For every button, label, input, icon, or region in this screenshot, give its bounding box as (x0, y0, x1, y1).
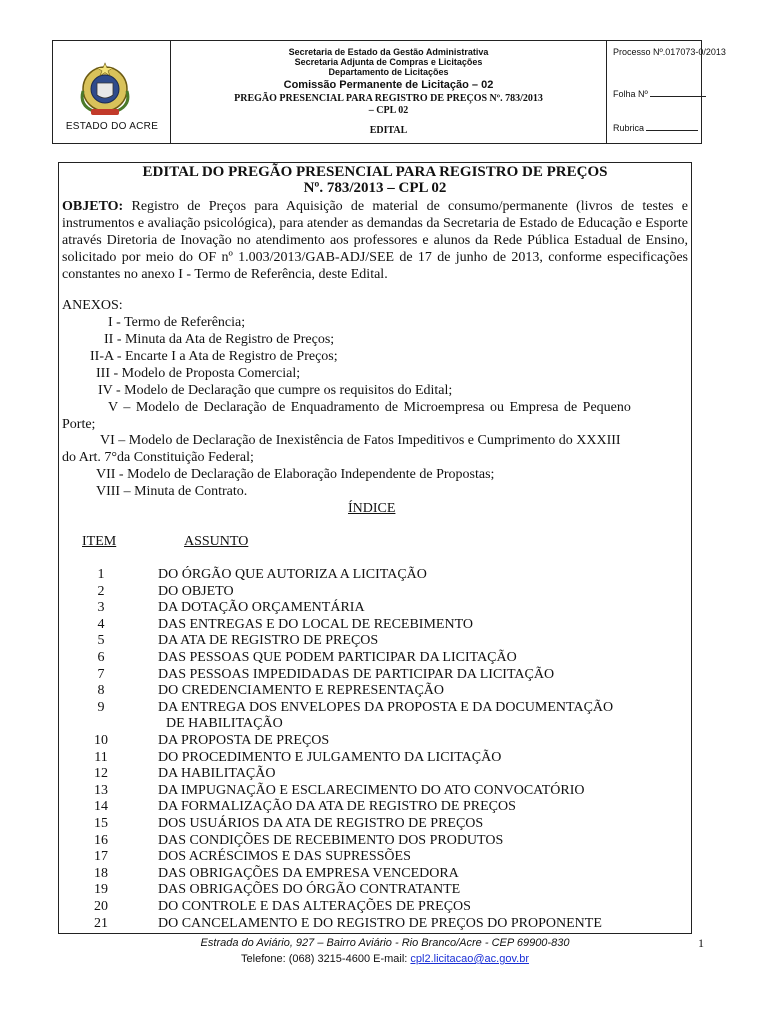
folha-field (613, 87, 706, 99)
indice-item-number: 18 (94, 865, 108, 881)
rubrica-label: Rubrica (613, 123, 645, 133)
state-label: ESTADO DO ACRE (65, 121, 159, 132)
indice-item-number: 10 (94, 733, 108, 748)
indice-item-number: 1 (97, 567, 105, 582)
indice-item-subject: DAS PESSOAS QUE PODEM PARTICIPAR DA LICITAÇÃO (158, 650, 517, 665)
header-line-pregao: PREGÃO PRESENCIAL PARA REGISTRO DE PREÇOS Nº. 783/2013 (234, 93, 543, 104)
indice-item-subject: DO CANCELAMENTO E DO REGISTRO DE PREÇOS DO PROPONENTE (158, 915, 602, 931)
anexo-item: II-A - Encarte I a Ata de Registro de Preços; (90, 349, 338, 364)
anexo-item: V – Modelo de Declaração de Enquadramento de Microempresa ou Empresa de Pequeno (108, 400, 631, 415)
indice-col-assunto: ASSUNTO (184, 534, 249, 549)
state-coat-of-arms-icon (77, 61, 133, 121)
anexo-item: VII - Modelo de Declaração de Elaboração Independente de Propostas; (96, 467, 495, 482)
indice-item-number: 8 (97, 683, 105, 699)
doc-title-line1: EDITAL DO PREGÃO PRESENCIAL PARA REGISTRO DE PREÇOS (142, 164, 608, 180)
rubrica-blank-line (646, 121, 698, 131)
indice-col-item: ITEM (82, 534, 117, 549)
anexo-item: VI – Modelo de Declaração de Inexistência de Fatos Impeditivos e Cumprimento do XXXIII (100, 433, 621, 448)
indice-item-number: 14 (94, 799, 108, 815)
indice-item-subject: DO CREDENCIAMENTO E REPRESENTAÇÃO (158, 683, 445, 699)
indice-item-number: 21 (94, 915, 108, 931)
indice-item-subject: DOS ACRÉSCIMOS E DAS SUPRESSÕES (158, 849, 411, 865)
indice-item-subject: DA FORMALIZAÇÃO DA ATA DE REGISTRO DE PREÇOS (158, 799, 516, 815)
header-line-cpl: – CPL 02 (368, 105, 409, 116)
indice-item-number: 17 (94, 849, 108, 865)
objeto-paragraph (62, 198, 688, 283)
anexos-label: ANEXOS: (62, 298, 123, 313)
indice-item-number: 16 (94, 832, 108, 848)
document-header (52, 40, 726, 144)
indice-item-number: 19 (94, 882, 108, 898)
footer-phone: Telefone: (068) 3215-4600 E-mail: (241, 953, 411, 965)
header-line-secretaria-adjunta: Secretaria Adjunta de Compras e Licitações (294, 57, 483, 67)
indice-item-subject: DA PROPOSTA DE PREÇOS (158, 733, 330, 748)
indice-item-number: 3 (97, 600, 105, 616)
indice-item-number: 12 (94, 766, 108, 782)
indice-item-number: 15 (94, 816, 108, 831)
header-title-cell (171, 41, 607, 143)
footer-address: Estrada do Aviário, 927 – Bairro Aviário - Rio Branco/Acre - CEP 69900-830 (200, 937, 570, 949)
indice-item-subject: DA IMPUGNAÇÃO E ESCLARECIMENTO DO ATO CONVOCATÓRIO (158, 782, 585, 798)
objeto-label: OBJETO: (62, 199, 124, 214)
indice-item-number: 9 (97, 699, 105, 715)
indice-item-subject: DO ÓRGÃO QUE AUTORIZA A LICITAÇÃO (158, 567, 427, 582)
indice-item-number: 11 (94, 749, 108, 765)
indice-item-subject: DA HABILITAÇÃO (158, 766, 276, 782)
indice-item-number: 5 (97, 633, 105, 649)
indice-item-subject: DAS CONDIÇÕES DE RECEBIMENTO DOS PRODUTOS (158, 832, 504, 848)
footer-contact (0, 953, 770, 965)
anexo-item: I - Termo de Referência; (108, 315, 246, 330)
header-line-comissao: Comissão Permanente de Licitação – 02 (283, 79, 494, 91)
anexo-item-continuation: Porte; (62, 417, 96, 432)
processo-number: Processo Nº.017073-0/2013 (613, 47, 726, 57)
indice-item-subject: DO PROCEDIMENTO E JULGAMENTO DA LICITAÇÃO (158, 749, 502, 765)
header-logo-cell (53, 41, 171, 143)
indice-item-subject: DAS OBRIGAÇÕES DA EMPRESA VENCEDORA (158, 865, 459, 881)
indice-item-subject-continuation: DE HABILITAÇÃO (166, 716, 283, 732)
rubrica-field (613, 121, 698, 133)
header-line-edital: EDITAL (369, 125, 408, 136)
indice-item-number: 6 (97, 650, 105, 665)
indice-title: ÍNDICE (348, 501, 396, 516)
page-number: 1 (698, 936, 704, 950)
header-process-cell (607, 41, 726, 143)
anexo-item: IV - Modelo de Declaração que cumpre os requisitos do Edital; (98, 383, 453, 398)
indice-item-subject: DAS OBRIGAÇÕES DO ÓRGÃO CONTRATANTE (158, 882, 461, 898)
indice-item-subject: DAS ENTREGAS E DO LOCAL DE RECEBIMENTO (158, 616, 473, 632)
header-line-departamento: Departamento de Licitações (328, 67, 449, 77)
anexo-item: VIII – Minuta de Contrato. (96, 484, 248, 499)
indice-item-subject: DAS PESSOAS IMPEDIDADAS DE PARTICIPAR DA LICITAÇÃO (158, 666, 555, 682)
indice-item-subject: DA ENTREGA DOS ENVELOPES DA PROPOSTA E DA DOCUMENTAÇÃO (158, 699, 614, 715)
indice-item-number: 20 (94, 899, 108, 914)
indice-item-subject: DO OBJETO (158, 583, 234, 599)
anexo-item-continuation: do Art. 7°da Constituição Federal; (62, 450, 254, 465)
folha-blank-line (650, 87, 706, 97)
objeto-text: Registro de Preços para Aquisição de material de consumo/permanente (livros de testes e instrumentos e avaliação psicológica), para atender as demandas da Secretaria de Estado de Educação e Esporte através Diretoria de Inovação no atendimento aos professores e alunos da Rede Pública Estadual de Ensino, solicitado por meio do OF nº 1.003/2013/GAB-ADJ/SEE de 17 de junho de 2013, conforme especificações constantes no anexo I - Termo de Referência, deste Edital. (62, 199, 688, 282)
indice-item-number: 4 (97, 616, 105, 632)
indice-item-subject: DA ATA DE REGISTRO DE PREÇOS (158, 633, 379, 649)
indice-item-number: 2 (97, 583, 105, 599)
indice-item-subject: DA DOTAÇÃO ORÇAMENTÁRIA (158, 600, 365, 616)
doc-title-line2: Nº. 783/2013 – CPL 02 (303, 180, 447, 196)
footer-email-link[interactable]: cpl2.licitacao@ac.gov.br (410, 953, 529, 965)
folha-label: Folha Nº (613, 89, 648, 99)
indice-item-subject: DO CONTROLE E DAS ALTERAÇÕES DE PREÇOS (158, 899, 471, 914)
anexo-item: III - Modelo de Proposta Comercial; (96, 366, 301, 381)
anexo-item: II - Minuta da Ata de Registro de Preços; (104, 332, 335, 347)
indice-item-number: 13 (94, 782, 108, 798)
indice-item-subject: DOS USUÁRIOS DA ATA DE REGISTRO DE PREÇOS (158, 816, 484, 831)
header-line-secretaria: Secretaria de Estado da Gestão Administrativa (288, 47, 489, 57)
indice-item-number: 7 (97, 666, 105, 682)
